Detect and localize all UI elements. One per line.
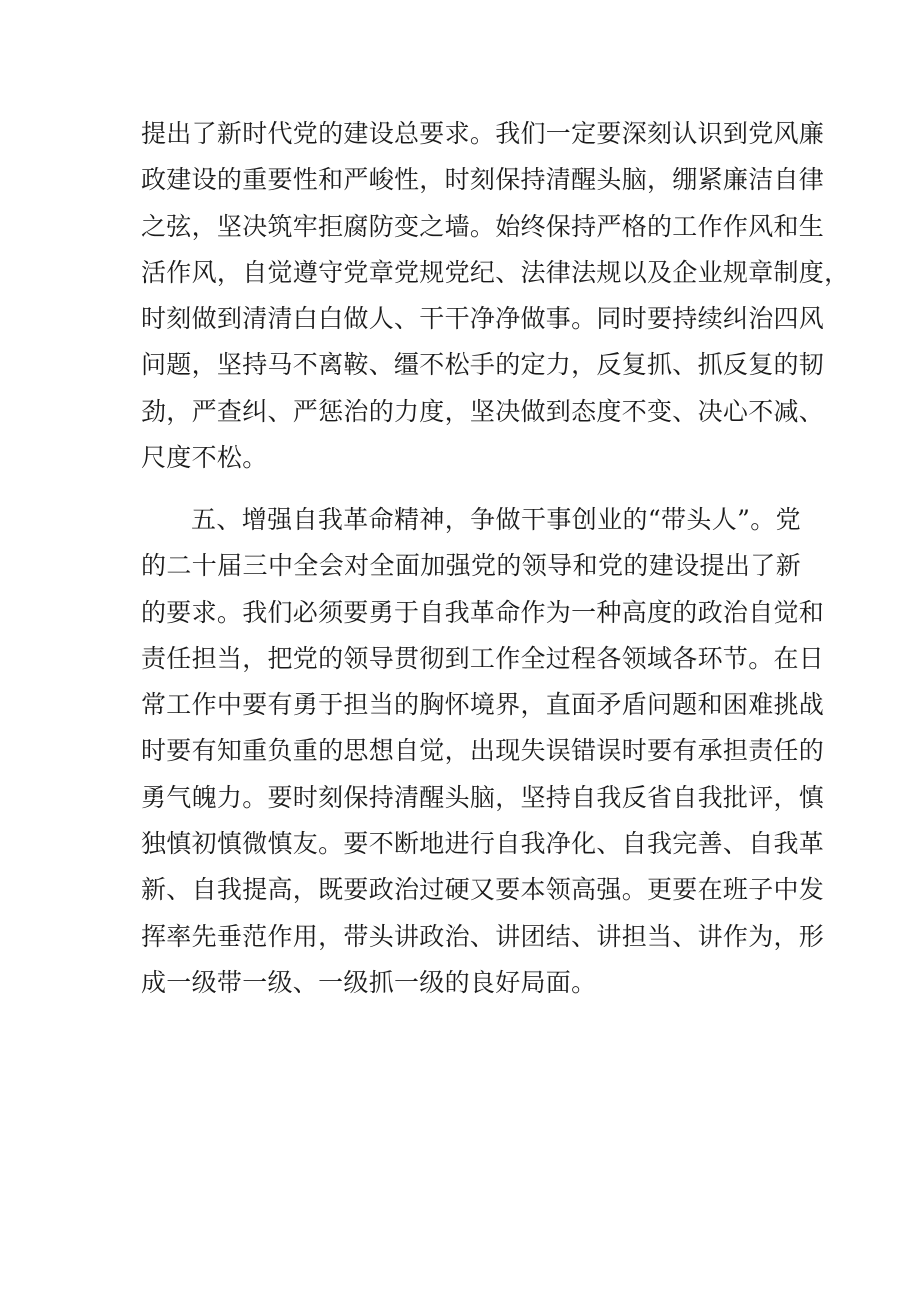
paragraph-party-conduct bbox=[141, 111, 850, 481]
paragraph-line: 的二十届三中全会对全面加强党的领导和党的建设提出了新 bbox=[141, 551, 801, 581]
paragraph-line: 成一级带一级、一级抓一级的良好局面。 bbox=[141, 967, 597, 997]
paragraph-line: 的要求。我们必须要勇于自我革命作为一种高度的政治自觉和 bbox=[141, 597, 825, 627]
paragraph-line: 尺度不松。 bbox=[141, 443, 268, 473]
paragraph-line: 新、自我提高，既要政治过硬又要本领高强。更要在班子中发 bbox=[141, 875, 825, 905]
paragraph-line: 责任担当，把党的领导贯彻到工作全过程各领域各环节。在日 bbox=[141, 643, 825, 673]
paragraph-line: 勇气魄力。要时刻保持清醒头脑，坚持自我反省自我批评，慎 bbox=[141, 782, 825, 812]
paragraph-line: 问题，坚持马不离鞍、缰不松手的定力，反复抓、抓反复的韧 bbox=[141, 350, 825, 380]
paragraph-line: 提出了新时代党的建设总要求。我们一定要深刻认识到党风廉 bbox=[141, 119, 825, 148]
paragraph-line: 之弦，坚决筑牢拒腐防变之墙。始终保持严格的工作作风和生 bbox=[141, 211, 825, 241]
paragraph-line: 时要有知重负重的思想自觉，出现失误错误时要有承担责任的 bbox=[141, 736, 825, 766]
paragraph-line: 挥率先垂范作用，带头讲政治、讲团结、讲担当、讲作为，形 bbox=[141, 921, 825, 951]
paragraph-line: 劲，严查纠、严惩治的力度，坚决做到态度不变、决心不减、 bbox=[141, 396, 825, 426]
section-heading-line: 五、增强自我革命精神，争做干事创业的“带头人”。党 bbox=[191, 505, 801, 534]
paragraph-line: 活作风，自觉遵守党章党规党纪、法律法规以及企业规章制度， bbox=[141, 257, 850, 287]
paragraph-line: 政建设的重要性和严峻性，时刻保持清醒头脑，绷紧廉洁自律 bbox=[141, 165, 825, 195]
paragraph-line: 常工作中要有勇于担当的胸怀境界，直面矛盾问题和困难挑战 bbox=[141, 690, 825, 720]
paragraph-line: 独慎初慎微慎友。要不断地进行自我净化、自我完善、自我革 bbox=[141, 829, 825, 859]
paragraph-self-revolution bbox=[141, 497, 825, 1006]
paragraph-line: 时刻做到清清白白做人、干干净净做事。同时要持续纠治四风 bbox=[141, 304, 825, 334]
